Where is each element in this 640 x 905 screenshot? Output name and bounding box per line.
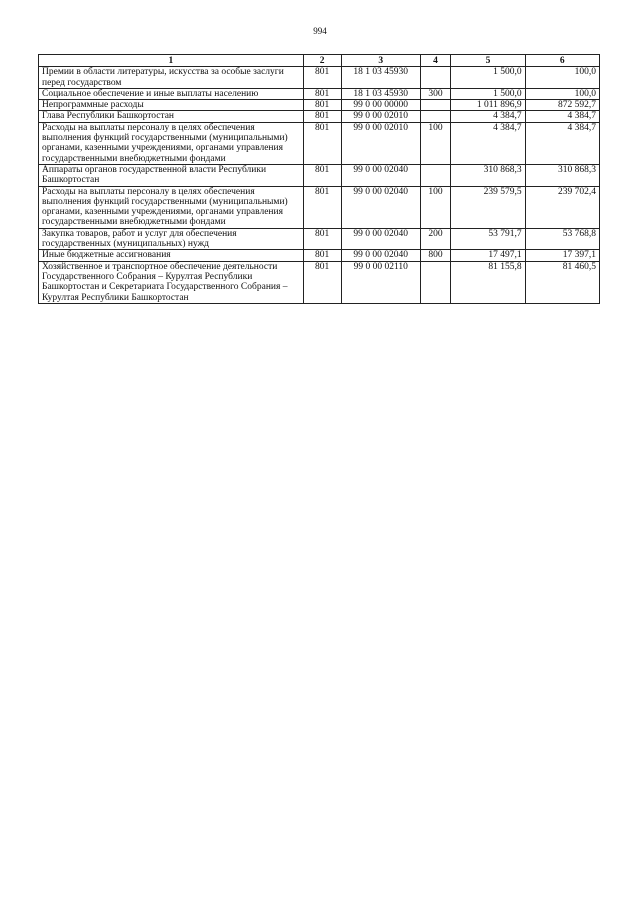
row-name-cell: Хозяйственное и транспортное обеспечение деятельности Государственного Собрания – Курултая Республики Башкортостан и Секретариата Государственного Собрания – Курултая Республики Башкортостан [39, 261, 304, 303]
row-code-cell: 801 [303, 228, 341, 250]
row-code-cell: 801 [303, 261, 341, 303]
table-row [39, 67, 600, 89]
row-value-1-cell: 239 579,5 [451, 186, 525, 228]
row-type-cell [420, 67, 450, 89]
row-code-cell: 801 [303, 122, 341, 164]
row-article-cell: 99 0 00 02010 [341, 122, 420, 164]
row-value-1-cell: 1 011 896,9 [451, 100, 525, 111]
row-value-1-cell: 17 497,1 [451, 250, 525, 261]
row-name-cell: Социальное обеспечение и иные выплаты населению [39, 88, 304, 99]
row-value-1-cell: 81 155,8 [451, 261, 525, 303]
row-value-2-cell: 4 384,7 [525, 122, 599, 164]
row-code-cell: 801 [303, 164, 341, 186]
row-value-1-cell: 4 384,7 [451, 111, 525, 122]
row-type-cell [420, 111, 450, 122]
header-col-2: 2 [303, 55, 341, 67]
row-value-2-cell: 17 397,1 [525, 250, 599, 261]
row-name-cell: Закупка товаров, работ и услуг для обеспечения государственных (муниципальных) нужд [39, 228, 304, 250]
row-code-cell: 801 [303, 250, 341, 261]
row-name-cell: Непрограммные расходы [39, 100, 304, 111]
row-type-cell: 100 [420, 122, 450, 164]
row-type-cell [420, 261, 450, 303]
row-value-2-cell: 53 768,8 [525, 228, 599, 250]
table-row [39, 100, 600, 111]
row-article-cell: 18 1 03 45930 [341, 88, 420, 99]
row-value-2-cell: 100,0 [525, 88, 599, 99]
row-article-cell: 99 0 00 02040 [341, 228, 420, 250]
row-value-2-cell: 81 460,5 [525, 261, 599, 303]
header-col-5: 5 [451, 55, 525, 67]
header-col-3: 3 [341, 55, 420, 67]
row-article-cell: 99 0 00 02010 [341, 111, 420, 122]
table-header-row [39, 55, 600, 67]
table-body [39, 67, 600, 304]
row-code-cell: 801 [303, 67, 341, 89]
row-name-cell: Расходы на выплаты персоналу в целях обеспечения выполнения функций государственными (муниципальными) органами, казенными учреждениями, органами управления государственными внебюджетными фондами [39, 122, 304, 164]
row-value-2-cell: 100,0 [525, 67, 599, 89]
table-row [39, 88, 600, 99]
budget-table [38, 54, 600, 304]
table-row [39, 250, 600, 261]
header-col-6: 6 [525, 55, 599, 67]
row-type-cell: 100 [420, 186, 450, 228]
row-value-2-cell: 310 868,3 [525, 164, 599, 186]
table-row [39, 228, 600, 250]
row-type-cell: 300 [420, 88, 450, 99]
row-value-2-cell: 872 592,7 [525, 100, 599, 111]
row-name-cell: Глава Республики Башкортостан [39, 111, 304, 122]
row-name-cell: Аппараты органов государственной власти Республики Башкортостан [39, 164, 304, 186]
row-value-2-cell: 239 702,4 [525, 186, 599, 228]
table-row [39, 164, 600, 186]
page-number: 994 [313, 26, 327, 36]
row-article-cell: 99 0 00 02110 [341, 261, 420, 303]
row-value-1-cell: 53 791,7 [451, 228, 525, 250]
row-article-cell: 99 0 00 00000 [341, 100, 420, 111]
header-col-4: 4 [420, 55, 450, 67]
row-code-cell: 801 [303, 88, 341, 99]
row-value-1-cell: 310 868,3 [451, 164, 525, 186]
row-type-cell [420, 164, 450, 186]
row-article-cell: 99 0 00 02040 [341, 164, 420, 186]
row-article-cell: 18 1 03 45930 [341, 67, 420, 89]
row-article-cell: 99 0 00 02040 [341, 250, 420, 261]
table-row [39, 186, 600, 228]
row-value-1-cell: 1 500,0 [451, 67, 525, 89]
row-name-cell: Расходы на выплаты персоналу в целях обеспечения выполнения функций государственными (муниципальными) органами, казенными учреждениями, органами управления государственными внебюджетными фондами [39, 186, 304, 228]
table-row [39, 122, 600, 164]
row-type-cell [420, 100, 450, 111]
row-value-2-cell: 4 384,7 [525, 111, 599, 122]
row-code-cell: 801 [303, 186, 341, 228]
table-row [39, 261, 600, 303]
header-col-1: 1 [39, 55, 304, 67]
table-row [39, 111, 600, 122]
row-name-cell: Иные бюджетные ассигнования [39, 250, 304, 261]
row-code-cell: 801 [303, 111, 341, 122]
row-code-cell: 801 [303, 100, 341, 111]
row-name-cell: Премии в области литературы, искусства за особые заслуги перед государством [39, 67, 304, 89]
row-type-cell: 800 [420, 250, 450, 261]
row-type-cell: 200 [420, 228, 450, 250]
row-article-cell: 99 0 00 02040 [341, 186, 420, 228]
row-value-1-cell: 1 500,0 [451, 88, 525, 99]
row-value-1-cell: 4 384,7 [451, 122, 525, 164]
